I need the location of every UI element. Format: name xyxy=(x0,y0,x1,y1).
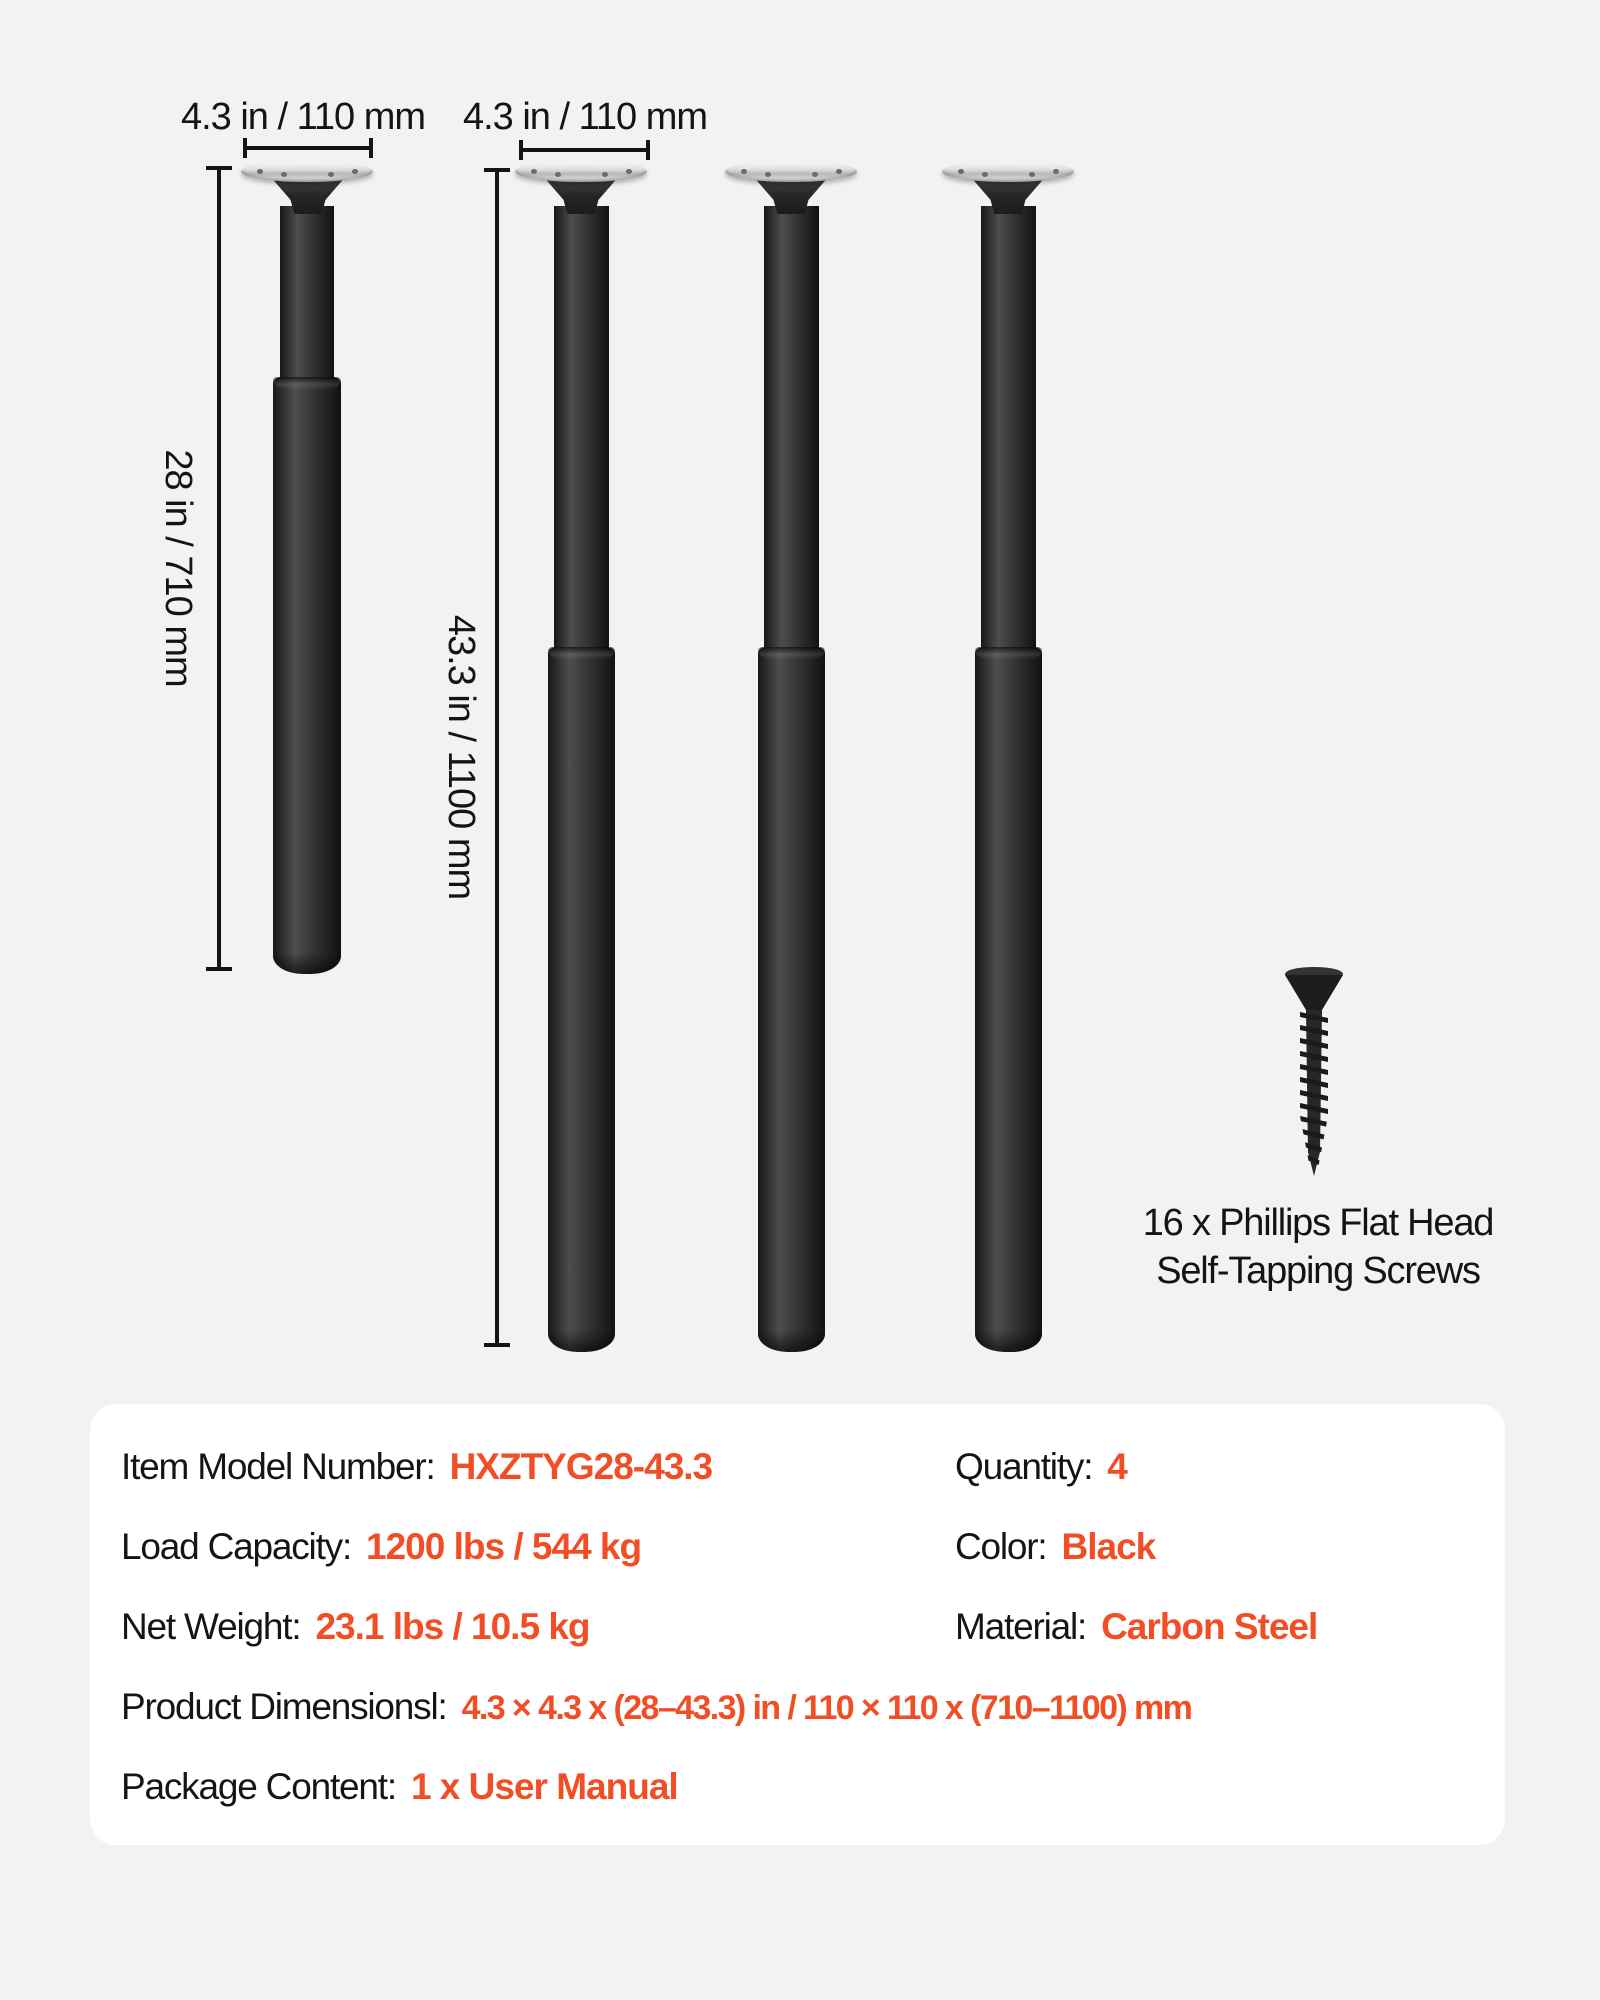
screw-caption xyxy=(1108,1199,1528,1295)
outer-tube xyxy=(548,647,615,1352)
spec-row-package-content xyxy=(121,1764,678,1810)
spec-value: Black xyxy=(1061,1526,1156,1567)
width-dim-line-short-leg xyxy=(243,146,373,150)
spec-row-quantity xyxy=(955,1444,1127,1490)
screw-hole xyxy=(1029,172,1035,177)
spec-row-model xyxy=(121,1444,712,1490)
width-label-short-leg: 4.3 in / 110 mm xyxy=(180,96,426,138)
screw-hole xyxy=(352,169,358,174)
spec-value: HXZTYG28-43.3 xyxy=(449,1446,713,1487)
spec-label: Item Model Number: xyxy=(121,1446,435,1487)
screw-illustration xyxy=(1283,966,1345,1187)
mounting-plate xyxy=(241,161,373,182)
width-dim-line-tall-leg xyxy=(519,148,650,152)
mounting-plate xyxy=(725,161,857,182)
spec-label: Net Weight: xyxy=(121,1606,301,1647)
screw-hole xyxy=(765,172,771,177)
screw-hole xyxy=(1053,169,1059,174)
spec-label: Product Dimensionsl: xyxy=(121,1686,447,1727)
screw-hole xyxy=(257,169,263,174)
outer-tube xyxy=(975,647,1042,1352)
spec-label: Load Capacity: xyxy=(121,1526,352,1567)
spec-row-color xyxy=(955,1524,1155,1570)
screw-hole xyxy=(741,169,747,174)
spec-label: Material: xyxy=(955,1606,1087,1647)
outer-tube xyxy=(273,377,341,974)
spec-row-net-weight xyxy=(121,1604,590,1650)
screw-hole xyxy=(328,172,334,177)
inner-tube xyxy=(554,206,609,651)
inner-tube xyxy=(764,206,819,651)
screw-hole xyxy=(281,172,287,177)
screw-hole xyxy=(602,172,608,177)
spec-label: Color: xyxy=(955,1526,1047,1567)
height-label-short-leg: 28 in / 710 mm xyxy=(157,449,199,687)
spec-value: 1 x User Manual xyxy=(410,1766,678,1807)
mounting-plate xyxy=(515,161,647,182)
spec-value: 1200 lbs / 544 kg xyxy=(366,1526,642,1567)
mounting-plate xyxy=(942,161,1074,182)
screw-hole xyxy=(531,169,537,174)
spec-value: 4.3 × 4.3 x (28–43.3) in / 110 × 110 x (710–1100) mm xyxy=(461,1689,1192,1727)
screw-caption-line2: Self-Tapping Screws xyxy=(1156,1250,1480,1292)
inner-tube xyxy=(981,206,1036,651)
spec-value: Carbon Steel xyxy=(1101,1606,1318,1647)
height-dim-line-short-leg xyxy=(217,166,221,971)
screw-caption-line1: 16 x Phillips Flat Head xyxy=(1142,1202,1494,1244)
screw-hole xyxy=(812,172,818,177)
spec-row-dimensions xyxy=(121,1684,1191,1731)
inner-tube xyxy=(280,206,334,381)
screw-hole xyxy=(555,172,561,177)
outer-tube xyxy=(758,647,825,1352)
spec-label: Package Content: xyxy=(121,1766,396,1807)
screw-hole xyxy=(836,169,842,174)
height-dim-line-tall-leg xyxy=(495,168,499,1347)
screw-hole xyxy=(958,169,964,174)
spec-value: 23.1 lbs / 10.5 kg xyxy=(315,1606,590,1647)
screw-hole xyxy=(982,172,988,177)
spec-value: 4 xyxy=(1107,1446,1127,1487)
spec-row-material xyxy=(955,1604,1317,1650)
spec-row-load-capacity xyxy=(121,1524,641,1570)
spec-panel xyxy=(90,1404,1505,1845)
screw-hole xyxy=(626,169,632,174)
spec-label: Quantity: xyxy=(955,1446,1093,1487)
height-label-tall-leg: 43.3 in / 1100 mm xyxy=(440,614,482,900)
screw-icon xyxy=(1283,966,1345,1182)
width-label-tall-leg: 4.3 in / 110 mm xyxy=(462,96,708,138)
